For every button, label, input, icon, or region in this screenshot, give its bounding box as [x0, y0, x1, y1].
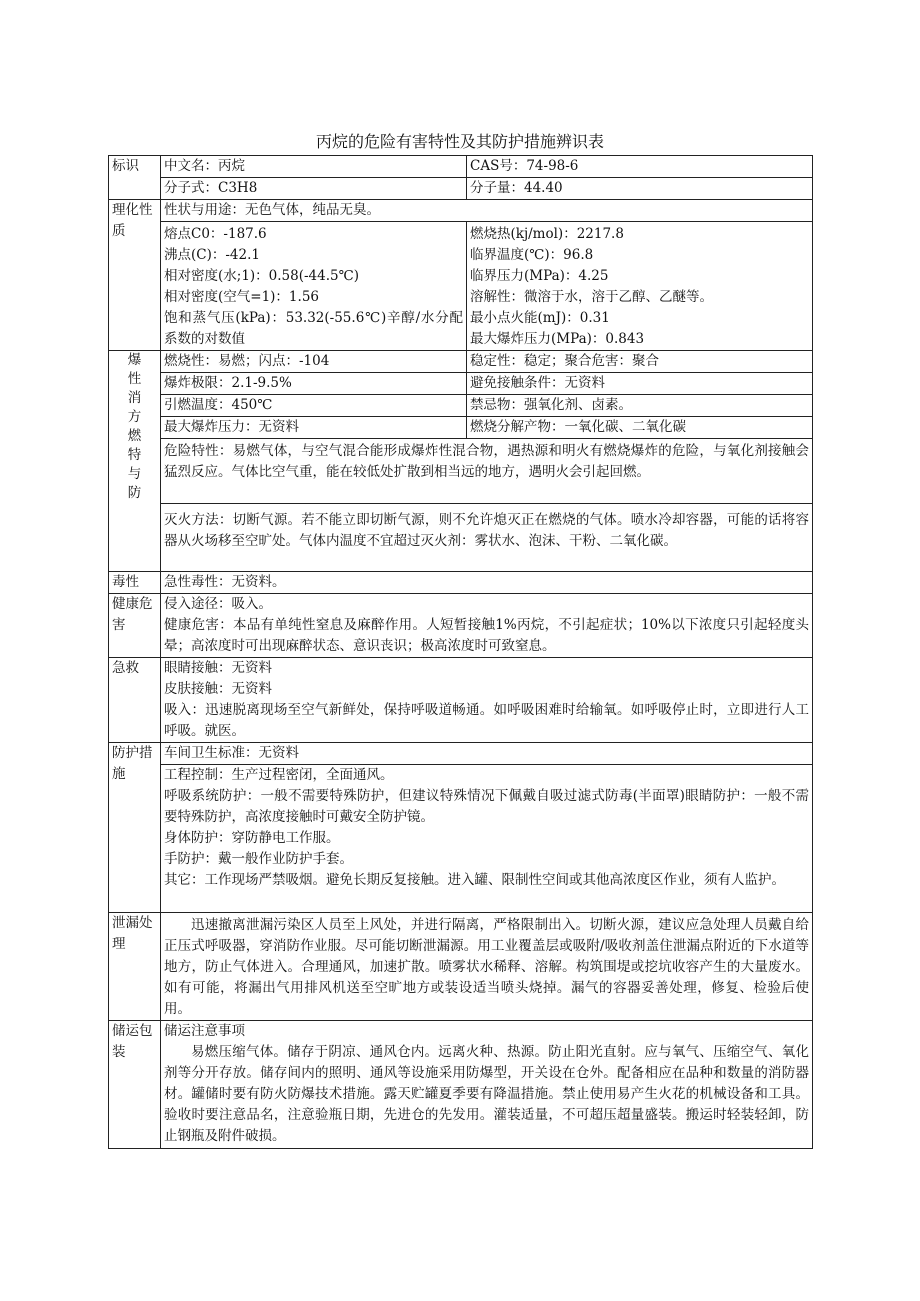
- boiling-point: 沸点(C)：-42.1: [164, 247, 260, 263]
- category-toxicity: 毒性: [109, 572, 161, 594]
- flammability: 燃烧性：易燃；闪点：-104: [161, 351, 467, 373]
- min-ignition-energy: 最小点火能(mJ)：0.31: [470, 310, 610, 326]
- respiratory-protection: 呼吸系统防护：一般不需要特殊防护，但建议特殊情况下佩戴自吸过滤式防毒(半面罩)眼睛防护：一般不需要特殊防护，高浓度接触时可戴安全防护镜。: [164, 788, 809, 825]
- critical-temperature: 临界温度(℃)：96.8: [470, 247, 594, 263]
- skin-contact: 皮肤接触：无资料: [164, 681, 272, 697]
- hand-protection: 手防护：戴一般作业防护手套。: [164, 851, 353, 867]
- solubility: 溶解性：微溶于水，溶于乙醇、乙醚等。: [470, 289, 713, 305]
- physchem-left: [161, 222, 467, 351]
- hazard-table: [108, 155, 813, 1149]
- workshop-standard: 车间卫生标准：无资料: [161, 743, 813, 765]
- max-explosion-pressure-2: 最大爆炸压力：无资料: [161, 417, 467, 439]
- leak-handling: 迅速撤离泄漏污染区人员至上风处，并进行隔离，严格限制出入。切断火源，建议应急处理人员戴自给正压式呼吸器，穿消防作业服。尽可能切断泄漏源。用工业覆盖层或吸附/吸收剂盖住泄漏点附近的下水道等地方，防止气体进入。合理通风，加速扩散。喷雾状水稀释、溶解。构筑围堤或挖坑收容产生的大量废水。如有可能，将漏出气用排风机送至空旷地方或装设适当喷头烧掉。漏气的容器妥善处理，修复、检验后使用。: [161, 913, 813, 1021]
- cn-name: 中文名：丙烷: [161, 156, 467, 178]
- explosion-limit: 爆炸极限：2.1-9.5%: [161, 373, 467, 395]
- molecular-weight: 分子量：44.40: [467, 178, 813, 200]
- category-first-aid: 急救: [109, 658, 161, 743]
- category-physchem: 理化性质: [109, 200, 161, 351]
- physchem-right: [467, 222, 813, 351]
- storage-heading: 储运注意事项: [164, 1023, 245, 1039]
- category-explosion: 爆性消方燃特与防: [109, 351, 161, 572]
- cas-number: CAS号：74-98-6: [467, 156, 813, 178]
- heat-of-combustion: 燃烧热(kj/mol)：2217.8: [470, 226, 624, 242]
- engineering-control: 工程控制：生产过程密闭，全面通风。: [164, 767, 394, 783]
- vapor-pressure: 饱和蒸气压(kPa)：53.32(-55.6℃)辛醇/水分配系数的对数值: [164, 310, 463, 347]
- storage-text: 易燃压缩气体。储存于阴凉、通风仓内。远离火种、热源。防止阳光直射。应与氧气、压缩空气、氧化剂等分开存放。储存间内的照明、通风等设施采用防爆型，开关设在仓外。配备相应在品种和数量的消防器材。罐储时要有防火防爆技术措施。露天贮罐夏季要有降温措施。禁止使用易产生火花的机械设备和工具。验收时要注意品名，注意验瓶日期，先进仓的先发用。灌装适量，不可超压超量盛装。搬运时轻装轻卸，防止钢瓶及附件破损。: [164, 1044, 809, 1144]
- molecular-formula: 分子式：C3H8: [161, 178, 467, 200]
- body-protection: 身体防护：穿防静电工作服。: [164, 830, 340, 846]
- avoid-conditions: 避免接触条件：无资料: [467, 373, 813, 395]
- acute-toxicity: 急性毒性：无资料。: [161, 572, 813, 594]
- category-protection: 防护措施: [109, 743, 161, 913]
- ignition-temperature: 引燃温度：450℃: [161, 395, 467, 417]
- hazard-characteristics: 危险特性：易燃气体，与空气混合能形成爆炸性混合物，遇热源和明火有燃烧爆炸的危险，与氧化剂接触会猛烈反应。气体比空气重，能在较低处扩散到相当远的地方，遇明火会引起回燃。: [161, 439, 813, 504]
- health-content: [161, 594, 813, 658]
- appearance: 性状与用途：无色气体，纯品无臭。: [161, 200, 813, 222]
- category-health: 健康危害: [109, 594, 161, 658]
- category-identification: 标识: [109, 156, 161, 200]
- eye-contact: 眼睛接触：无资料: [164, 660, 272, 676]
- protection-content: [161, 765, 813, 913]
- first-aid-content: [161, 658, 813, 743]
- category-storage: 储运包装: [109, 1021, 161, 1149]
- page-title: 丙烷的危险有害特性及其防护措施辨识表: [315, 132, 604, 151]
- inhalation: 吸入：迅速脱离现场至空气新鲜处，保持呼吸道畅通。如呼吸困难时给输氧。如呼吸停止时，立即进行人工呼吸。就医。: [164, 702, 809, 739]
- category-leak: 泄漏处理: [109, 913, 161, 1021]
- relative-density-air: 相对密度(空气=1)：1.56: [164, 289, 319, 305]
- other-protection: 其它：工作现场严禁吸烟。避免长期反复接触。进入罐、限制性空间或其他高浓度区作业，须有人监护。: [164, 872, 785, 888]
- health-hazard: 健康危害：本品有单纯性窒息及麻醉作用。人短暂接触1%丙烷，不引起症状；10%以下浓度只引起轻度头晕；高浓度时可出现麻醉状态、意识丧识；极高浓度时可致窒息。: [164, 617, 809, 654]
- relative-density-water: 相对密度(水;1)：0.58(-44.5℃): [164, 268, 359, 284]
- storage-content: [161, 1021, 813, 1149]
- melting-point: 熔点C0：-187.6: [164, 226, 267, 242]
- max-explosion-pressure: 最大爆炸压力(MPa)：0.843: [470, 331, 645, 347]
- critical-pressure: 临界压力(MPa)：4.25: [470, 268, 609, 284]
- firefighting-method: 灭火方法：切断气源。若不能立即切断气源，则不允许熄灭正在燃烧的气体。喷水冷却容器，可能的话将容器从火场移至空旷处。气体内温度不宜超过灭火剂：雾状水、泡沫、干粉、二氧化碳。: [161, 504, 813, 572]
- incompatible-materials: 禁忌物：强氧化剂、卤素。: [467, 395, 813, 417]
- stability: 稳定性：稳定；聚合危害：聚合: [467, 351, 813, 373]
- exposure-route: 侵入途径：吸入。: [164, 596, 272, 612]
- combustion-products: 燃烧分解产物：一氧化碳、二氧化碳: [467, 417, 813, 439]
